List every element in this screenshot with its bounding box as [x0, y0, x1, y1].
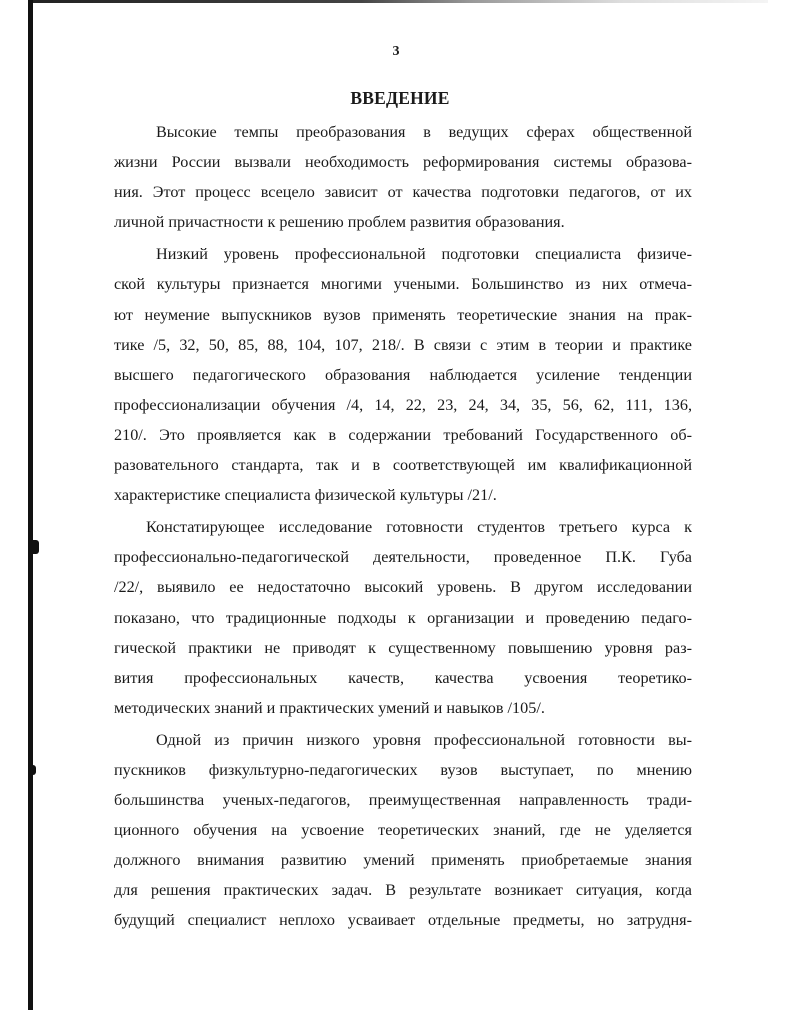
scan-edge-left: [28, 0, 33, 1010]
text-line: личной причастности к решению проблем развития образования.: [114, 213, 565, 232]
text-line: гической практики не приводят к существенному повышению уровня раз-: [114, 638, 692, 657]
text-line: /22/, выявило ее недостаточно высокий уровень. В другом исследовании: [114, 578, 692, 597]
text-line: ционного обучения на усвоение теоретических знаний, где не уделяется: [114, 821, 692, 840]
text-line: разовательного стандарта, так и в соответствующей им квалификационной: [114, 456, 692, 475]
text-line: жизни России вызвали необходимость реформирования системы образова-: [114, 153, 692, 172]
text-line: пускников физкультурно-педагогических вузов выступает, по мнению: [114, 760, 692, 779]
text-line: высшего педагогического образования наблюдается усиление тенденции: [114, 365, 692, 384]
text-line: для решения практических задач. В результате возникает ситуация, когда: [114, 881, 692, 900]
text-line: ской культуры признается многими учеными. Большинство из них отмеча-: [114, 275, 692, 294]
paragraph: [114, 725, 692, 936]
text-line: Низкий уровень профессиональной подготовки специалиста физиче-: [156, 245, 692, 264]
paragraph: [114, 239, 692, 510]
scan-edge-top: [28, 0, 768, 3]
text-line: профессионализации обучения /4, 14, 22, 23, 24, 34, 35, 56, 62, 111, 136,: [114, 395, 692, 414]
page-title: ВВЕДЕНИЕ: [350, 88, 450, 108]
text-line: Констатирующее исследование готовности студентов третьего курса к: [146, 518, 692, 537]
text-line: ния. Этот процесс всецело зависит от качества подготовки педагогов, от их: [114, 183, 692, 202]
scan-mark: [33, 540, 39, 554]
text-line: 210/. Это проявляется как в содержании требований Государственного об-: [114, 425, 692, 444]
text-line: Одной из причин низкого уровня профессиональной готовности вы-: [156, 730, 692, 749]
paragraph: [114, 512, 692, 723]
page-number: 3: [392, 44, 400, 59]
text-line: характеристике специалиста физической культуры /21/.: [114, 486, 497, 505]
text-line: Высокие темпы преобразования в ведущих сферах общественной: [156, 123, 692, 141]
paragraph: [114, 117, 692, 237]
text-line: профессионально-педагогической деятельности, проведенное П.К. Губа: [114, 548, 692, 567]
text-line: методических знаний и практических умений и навыков /105/.: [114, 698, 545, 717]
text-line: большинства ученых-педагогов, преимущественная направленность тради-: [114, 791, 692, 810]
text-line: должного внимания развитию умений применять приобретаемые знания: [114, 851, 692, 870]
text-line: вития профессиональных качеств, качества усвоения теоретико-: [114, 668, 692, 687]
text-line: показано, что традиционные подходы к организации и проведению педаго-: [114, 608, 692, 627]
text-line: ют неумение выпускников вузов применять теоретические знания на прак-: [114, 305, 692, 324]
scan-mark: [33, 765, 36, 775]
document-body: [114, 117, 692, 936]
text-line: будущий специалист неплохо усваивает отдельные предметы, но затрудня-: [114, 911, 692, 930]
text-line: тике /5, 32, 50, 85, 88, 104, 107, 218/. В связи с этим в теории и практике: [114, 335, 692, 354]
